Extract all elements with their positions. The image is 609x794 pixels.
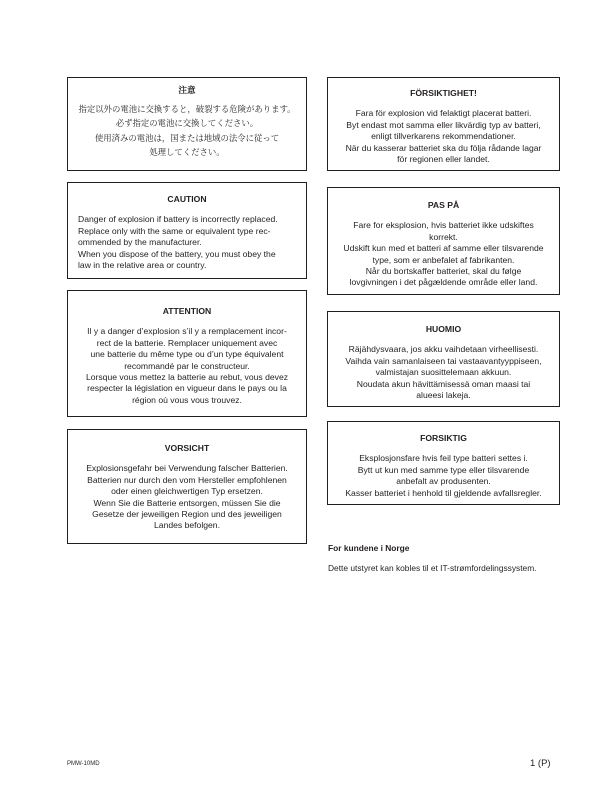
warning-line: Byt endast mot samma eller likvärdig typ av batteri, — [346, 119, 541, 130]
warning-line: anbefalt av produsenten. — [396, 476, 491, 487]
model-number: PMW-10MD — [67, 761, 100, 767]
page-number: 1 (P) — [530, 758, 551, 769]
warning-title-japanese: 注意 — [178, 86, 196, 96]
warning-line: Når du bortskaffer batteriet, skal du følge — [365, 266, 522, 277]
warning-box-finnish — [327, 311, 560, 407]
warning-title-norwegian: FORSIKTIG — [420, 433, 467, 443]
warning-line: Replace only with the same or equivalent type rec- — [78, 225, 271, 236]
warning-title-finnish: HUOMIO — [425, 324, 462, 334]
warning-box-japanese — [67, 77, 307, 171]
warning-line: Vaihda vain samanlaiseen tai vastaavantyyppiseen, — [345, 355, 542, 366]
warning-title-danish: PAS PÅ — [427, 200, 460, 210]
warning-line: 処理してください。 — [149, 147, 225, 158]
warning-line: alueesi lakeja. — [416, 390, 471, 401]
warning-title-swedish: FÖRSIKTIGHET! — [410, 88, 477, 98]
warning-box-english — [67, 182, 307, 279]
warning-box-french — [67, 290, 307, 417]
warning-line: région où vous vous trouvez. — [132, 394, 242, 405]
warning-line: oder einen gleichwertigen Typ ersetzen. — [111, 486, 263, 497]
warning-title-french: ATTENTION — [162, 306, 212, 316]
warning-line: Bytt ut kun med samme type eller tilsvarende — [357, 464, 530, 475]
warning-line: När du kasserar batteriet ska du följa rådande lagar — [345, 142, 542, 153]
warning-line: valmistajan suosittelemaan akkuun. — [375, 367, 512, 378]
warning-line: Fara för explosion vid felaktigt placerat batteri. — [355, 108, 532, 119]
warning-line: rect de la batterie. Remplacer uniquement avec — [96, 337, 278, 348]
warning-title-english: CAUTION — [167, 194, 207, 204]
warning-line: Gesetze der jeweiligen Region und des jeweiligen — [92, 509, 282, 520]
warning-line: korrekt. — [429, 231, 458, 242]
warning-line: Eksplosjonsfare hvis feil type batteri settes i. — [359, 453, 528, 464]
warning-line: Fare for eksplosion, hvis batteriet ikke udskiftes — [353, 220, 534, 231]
warning-line: Udskift kun med et batteri af samme eller tilsvarende — [343, 243, 544, 254]
warning-box-danish — [327, 187, 560, 295]
warning-line: 必ず指定の電池に交換してください。 — [115, 118, 259, 129]
warning-box-german — [67, 429, 307, 544]
warning-line: för regionen eller landet. — [397, 154, 490, 165]
warning-line: Danger of explosion if battery is incorrectly replaced. — [78, 214, 278, 225]
warning-line: 指定以外の電池に交換すると，破裂する危険があります。 — [78, 103, 296, 114]
warning-line: law in the relative area or country. — [78, 260, 207, 271]
warning-line: Räjähdysvaara, jos akku vaihdetaan virheellisesti. — [348, 344, 539, 355]
warning-line: recommandé par le constructeur. — [124, 360, 250, 371]
warning-line: Wenn Sie die Batterie entsorgen, müssen Sie die — [93, 497, 281, 508]
warning-line: type, som er anbefalet af fabrikanten. — [372, 254, 515, 265]
warning-line: enligt tillverkarens rekommendationer. — [371, 131, 516, 142]
norge-heading: For kundene i Norge — [328, 543, 410, 553]
warning-line: respecter la législation en vigueur dans le pays ou la — [87, 383, 287, 394]
warning-line: Landes befolgen. — [154, 520, 220, 531]
warning-line: une batterie du même type ou d’un type équivalent — [90, 349, 284, 360]
norge-body: Dette utstyret kan kobles til et IT-strømfordelingssystem. — [328, 563, 537, 573]
warning-line: ommended by the manufacturer. — [78, 237, 202, 248]
warning-line: Kasser batteriet i henhold til gjeldende avfallsregler. — [345, 487, 542, 498]
warning-box-norwegian — [327, 421, 560, 505]
warning-line: 使用済みの電池は，国または地域の法令に従って — [94, 132, 280, 143]
warning-line: Explosionsgefahr bei Verwendung falscher Batterien. — [86, 463, 288, 474]
warning-line: Lorsque vous mettez la batterie au rebut, vous devez — [85, 372, 289, 383]
warning-line: Batterien nur durch den vom Hersteller empfohlenen — [87, 474, 287, 485]
warning-box-swedish — [327, 77, 560, 171]
warning-line: When you dispose of the battery, you must obey the — [78, 248, 276, 259]
warning-line: Noudata akun hävittämisessä oman maasi tai — [356, 378, 531, 389]
warning-title-german: VORSICHT — [164, 443, 210, 453]
warning-line: lovgivningen i det pågældende område eller land. — [349, 277, 538, 288]
warning-line: Il y a danger d’explosion s’il y a remplacement incor- — [87, 326, 287, 337]
